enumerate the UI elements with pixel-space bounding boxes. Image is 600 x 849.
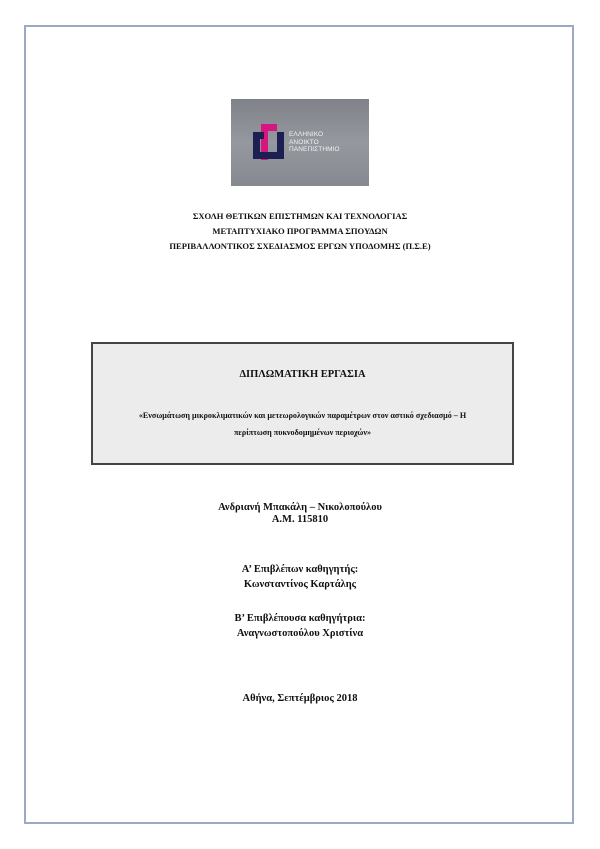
logo-mark-icon — [253, 124, 285, 160]
first-supervisor — [0, 562, 600, 592]
institution-header — [0, 209, 600, 254]
thesis-type: ΔΙΠΛΩΜΑΤΙΚΗ ΕΡΓΑΣΙΑ — [239, 369, 366, 380]
logo-line: ΠΑΝΕΠΙΣΤΗΜΙΟ — [289, 146, 340, 153]
program-name: ΜΕΤΑΠΤΥΧΙΑΚΟ ΠΡΟΓΡΑΜΜΑ ΣΠΟΥΔΩΝ — [212, 226, 388, 236]
first-supervisor-label: Α’ Επιβλέπων καθηγητής: — [241, 564, 359, 575]
student-id: Α.Μ. 115810 — [271, 514, 329, 525]
second-supervisor-label: Β’ Επιβλέπουσα καθηγήτρια: — [234, 613, 366, 624]
second-supervisor — [0, 611, 600, 641]
author-block — [0, 502, 600, 526]
logo-line: ΑΝΟΙΚΤΟ — [289, 138, 319, 146]
specialization-name: ΠΕΡΙΒΑΛΛΟΝΤΙΚΟΣ ΣΧΕΔΙΑΣΜΟΣ ΕΡΓΩΝ ΥΠΟΔΟΜΗΣ (Π.Σ.Ε) — [169, 241, 431, 251]
second-supervisor-name: Αναγνωστοπούλου Χριστίνα — [236, 628, 364, 639]
thesis-title-line: περίπτωση πυκνοδομημένων περιοχών» — [233, 428, 372, 437]
thesis-title-line: «Ενσωμάτωση μικροκλιματικών και μετεωρολογικών παραμέτρων στον αστικό σχεδιασμό – Η — [138, 411, 467, 420]
thesis-title — [99, 407, 506, 441]
school-name: ΣΧΟΛΗ ΘΕΤΙΚΩΝ ΕΠΙΣΤΗΜΩΝ ΚΑΙ ΤΕΧΝΟΛΟΓΙΑΣ — [192, 211, 408, 221]
thesis-title-box — [91, 342, 514, 465]
logo-line: ΕΛΛΗΝΙΚΟ — [289, 131, 324, 138]
first-supervisor-name: Κωνσταντίνος Καρτάλης — [243, 579, 357, 590]
place-date: Αθήνα, Σεπτέμβριος 2018 — [242, 693, 358, 704]
logo-text — [289, 131, 340, 154]
author-name: Ανδριανή Μπακάλη – Νικολοπούλου — [218, 502, 382, 513]
university-logo — [231, 99, 369, 186]
